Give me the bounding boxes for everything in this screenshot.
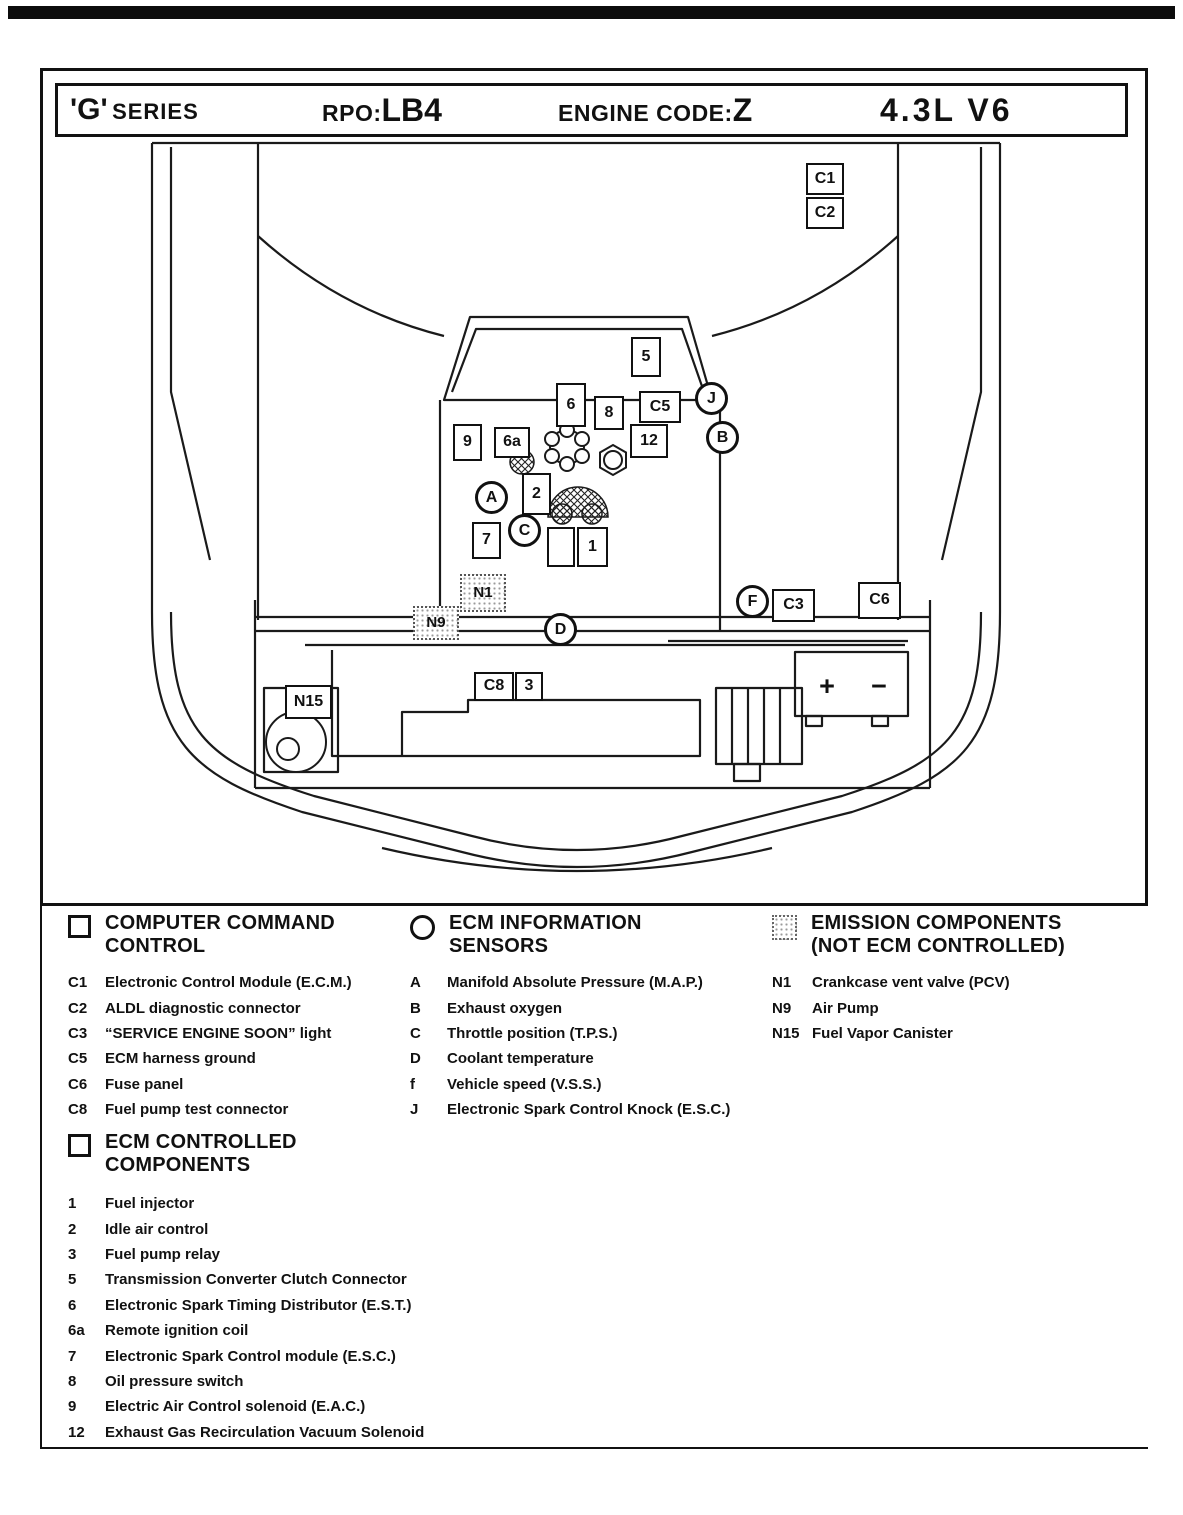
item-id: B	[410, 999, 421, 1017]
item-text: Exhaust oxygen	[447, 999, 563, 1017]
marker-vehicle-speed-sensor: F	[736, 585, 769, 618]
marker-oil-pressure-switch: 8	[594, 396, 624, 430]
item-id: f	[410, 1075, 415, 1093]
marker-map-sensor: A	[475, 481, 508, 514]
item-id: 8	[68, 1372, 77, 1390]
item-text: Manifold Absolute Pressure (M.A.P.)	[447, 974, 703, 992]
legend-section-ecm-information-sensors	[410, 912, 770, 1122]
item-id: 5	[68, 1271, 77, 1289]
marker-esc-knock-sensor: J	[695, 382, 728, 415]
item-id: 3	[68, 1245, 77, 1263]
item-id: J	[410, 1101, 419, 1119]
marker-remote-ignition-coil: 6a	[494, 427, 530, 458]
marker-exhaust-oxygen-sensor: B	[706, 421, 739, 454]
marker-esc-module: 7	[472, 522, 501, 559]
engine-code-label: ENGINE CODE:	[558, 100, 733, 126]
legend-item	[410, 1046, 770, 1071]
marker-throttle-position-sensor: C	[508, 514, 541, 547]
series-label: SERIES	[112, 99, 199, 124]
marker-crankcase-vent-valve: N1	[460, 574, 506, 612]
displacement-value: 4.3L V6	[880, 92, 1013, 128]
legend-title-line: (NOT ECM CONTROLLED)	[811, 935, 1065, 957]
item-id: C2	[68, 999, 88, 1017]
item-text: “SERVICE ENGINE SOON” light	[105, 1024, 332, 1042]
marker-service-engine-soon-light: C3	[772, 589, 815, 622]
legend-item	[68, 1394, 498, 1419]
solid-square-icon	[68, 1134, 91, 1157]
series-quote: 'G'	[70, 93, 108, 126]
item-text: Coolant temperature	[447, 1050, 594, 1068]
item-id: A	[410, 974, 421, 992]
item-id: C	[410, 1024, 421, 1042]
marker-ecm-harness-ground: C5	[639, 391, 681, 423]
item-text: Electric Air Control solenoid (E.A.C.)	[105, 1398, 366, 1416]
item-text: Vehicle speed (V.S.S.)	[447, 1075, 602, 1093]
legend-title-line: EMISSION COMPONENTS	[811, 912, 1062, 934]
item-id: 12	[68, 1423, 85, 1441]
legend-item	[772, 1021, 1152, 1046]
item-text: Exhaust Gas Recirculation Vacuum Solenoid	[105, 1423, 425, 1441]
legend-section-ecm-controlled-components	[68, 1131, 498, 1445]
legend-section-title	[449, 912, 642, 958]
item-id: C8	[68, 1101, 88, 1119]
item-text: Fuel Vapor Canister	[812, 1024, 953, 1042]
item-id: N9	[772, 999, 792, 1017]
legend-item	[68, 1343, 498, 1368]
item-text: Fuel pump test connector	[105, 1101, 289, 1119]
marker-fuel-pump-relay: 3	[515, 672, 543, 701]
item-id: N15	[772, 1024, 800, 1042]
legend-title-line: CONTROL	[105, 935, 206, 957]
legend-item	[68, 1420, 498, 1445]
legend-item	[68, 995, 398, 1020]
legend-item	[68, 1242, 498, 1267]
legend-item	[772, 970, 1152, 995]
legend-item	[410, 1072, 770, 1097]
marker-est-distributor: 6	[556, 383, 586, 427]
item-text: Electronic Spark Timing Distributor (E.S.T.)	[105, 1296, 412, 1314]
item-text: ECM harness ground	[105, 1050, 256, 1068]
marker-eac-solenoid: 9	[453, 424, 482, 461]
legend-item	[68, 1046, 398, 1071]
legend-title-line: ECM INFORMATION	[449, 912, 642, 934]
item-id: 2	[68, 1220, 77, 1238]
legend-item	[68, 970, 398, 995]
marker-fuel-pump-test-connector: C8	[474, 672, 514, 701]
legend-title-line: ECM CONTROLLED	[105, 1131, 297, 1153]
item-id: C6	[68, 1075, 88, 1093]
legend-item	[68, 1293, 498, 1318]
item-text: Electronic Spark Control Knock (E.S.C.)	[447, 1101, 731, 1119]
item-id: 6a	[68, 1322, 85, 1340]
item-text: Idle air control	[105, 1220, 209, 1238]
item-text: Fuse panel	[105, 1075, 184, 1093]
item-text: ALDL diagnostic connector	[105, 999, 301, 1017]
item-id: 7	[68, 1347, 77, 1365]
legend-title-line: SENSORS	[449, 935, 549, 957]
marker-aldl-connector: C2	[806, 197, 844, 229]
legend-section-title	[105, 1131, 297, 1177]
marker-egr-vacuum-solenoid: 12	[630, 424, 668, 458]
solid-square-icon	[68, 915, 91, 938]
marker-tcc-connector: 5	[631, 337, 661, 377]
item-id: 1	[68, 1195, 77, 1213]
legend-item	[410, 995, 770, 1020]
legend-item	[410, 1021, 770, 1046]
item-text: Fuel pump relay	[105, 1245, 221, 1263]
item-id: N1	[772, 974, 792, 992]
item-id: 6	[68, 1296, 77, 1314]
legend-item	[68, 1267, 498, 1292]
legend-item	[68, 1369, 498, 1394]
item-text: Electronic Control Module (E.C.M.)	[105, 974, 352, 992]
dotted-square-icon	[772, 915, 797, 940]
item-id: C3	[68, 1024, 88, 1042]
item-text: Oil pressure switch	[105, 1372, 244, 1390]
marker-fuel-vapor-canister: N15	[285, 685, 332, 719]
legend-item	[68, 1191, 498, 1216]
legend-item	[68, 1097, 398, 1122]
legend-item	[68, 1072, 398, 1097]
marker-ecm-module: C1	[806, 163, 844, 195]
item-text: Crankcase vent valve (PCV)	[812, 974, 1010, 992]
marker-air-pump: N9	[413, 606, 459, 640]
item-id: C5	[68, 1050, 88, 1068]
rpo-label: RPO:	[322, 100, 382, 126]
marker-coolant-temp-sensor: D	[544, 613, 577, 646]
marker-idle-air-control: 2	[522, 473, 551, 515]
legend-item	[410, 970, 770, 995]
marker-battery-plus: +	[819, 671, 835, 701]
item-text: Throttle position (T.P.S.)	[447, 1024, 618, 1042]
legend-item	[68, 1318, 498, 1343]
item-text: Transmission Converter Clutch Connector	[105, 1271, 407, 1289]
marker-fuel-injector: 1	[577, 527, 608, 567]
marker-fuse-panel: C6	[858, 582, 901, 619]
legend-section-emission-components	[772, 912, 1152, 1046]
legend-section-computer-command-control	[68, 912, 398, 1122]
engine-code-value: Z	[732, 92, 753, 128]
item-text: Remote ignition coil	[105, 1322, 249, 1340]
legend-item	[68, 1021, 398, 1046]
item-text: Fuel injector	[105, 1195, 195, 1213]
item-id: D	[410, 1050, 421, 1068]
legend-title-line: COMPUTER COMMAND	[105, 912, 335, 934]
legend-item	[772, 995, 1152, 1020]
legend-title-line: COMPONENTS	[105, 1154, 251, 1176]
legend-section-title	[811, 912, 1065, 958]
legend-section-title	[105, 912, 335, 958]
item-text: Electronic Spark Control module (E.S.C.)	[105, 1347, 396, 1365]
circle-icon	[410, 915, 435, 940]
legend-item	[410, 1097, 770, 1122]
item-id: 9	[68, 1398, 77, 1416]
item-id: C1	[68, 974, 88, 992]
rpo-value: LB4	[381, 92, 442, 128]
item-text: Air Pump	[812, 999, 879, 1017]
marker-battery-minus: −	[871, 671, 887, 701]
legend-item	[68, 1216, 498, 1241]
